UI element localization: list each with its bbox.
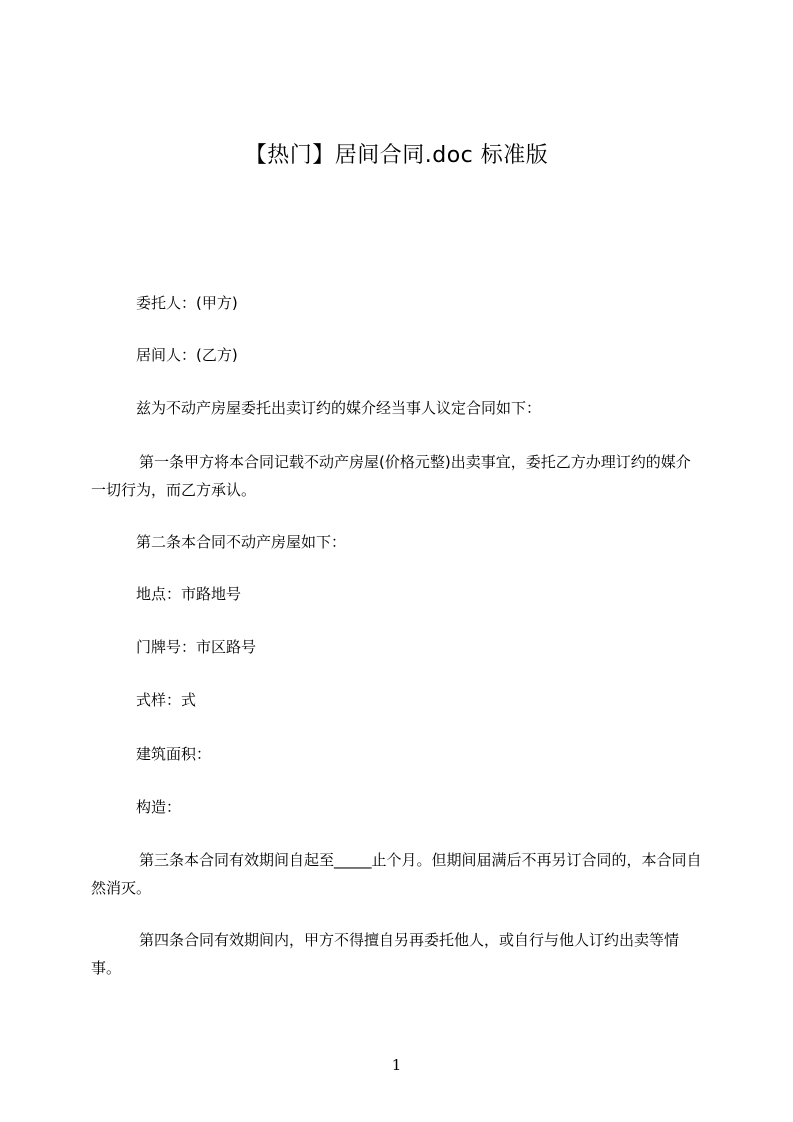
- paragraph-house-number: 门牌号：市区路号: [136, 638, 257, 656]
- paragraph-intermediary: 居间人：(乙方): [136, 346, 238, 364]
- paragraph-preamble: 兹为不动产房屋委托出卖订约的媒介经当事人议定合同如下：: [136, 399, 542, 417]
- paragraph-article-2: 第二条本合同不动产房屋如下：: [136, 533, 347, 551]
- paragraph-article-1: 第一条甲方将本合同记载不动产房屋(价格元整)出卖事宜，委托乙方办理订约的媒介一切行为，而乙方承认。: [91, 453, 691, 499]
- paragraph-building-area: 建筑面积：: [136, 745, 212, 763]
- paragraph-article-3: 第三条本合同有效期间自起至_____止个月。但期间届满后不再另订合同的，本合同自然消灭。: [91, 851, 702, 897]
- document-title: 【热门】居间合同.doc 标准版: [244, 143, 549, 168]
- paragraph-principal: 委托人：(甲方): [136, 294, 238, 312]
- paragraph-article-4: 第四条合同有效期间内，甲方不得擅自另再委托他人，或自行与他人订约出卖等情事。: [91, 931, 680, 977]
- paragraph-location: 地点：市路地号: [136, 585, 242, 603]
- paragraph-style: 式样：式: [136, 691, 197, 709]
- paragraph-structure: 构造：: [136, 798, 182, 816]
- page-number: 1: [391, 1056, 402, 1074]
